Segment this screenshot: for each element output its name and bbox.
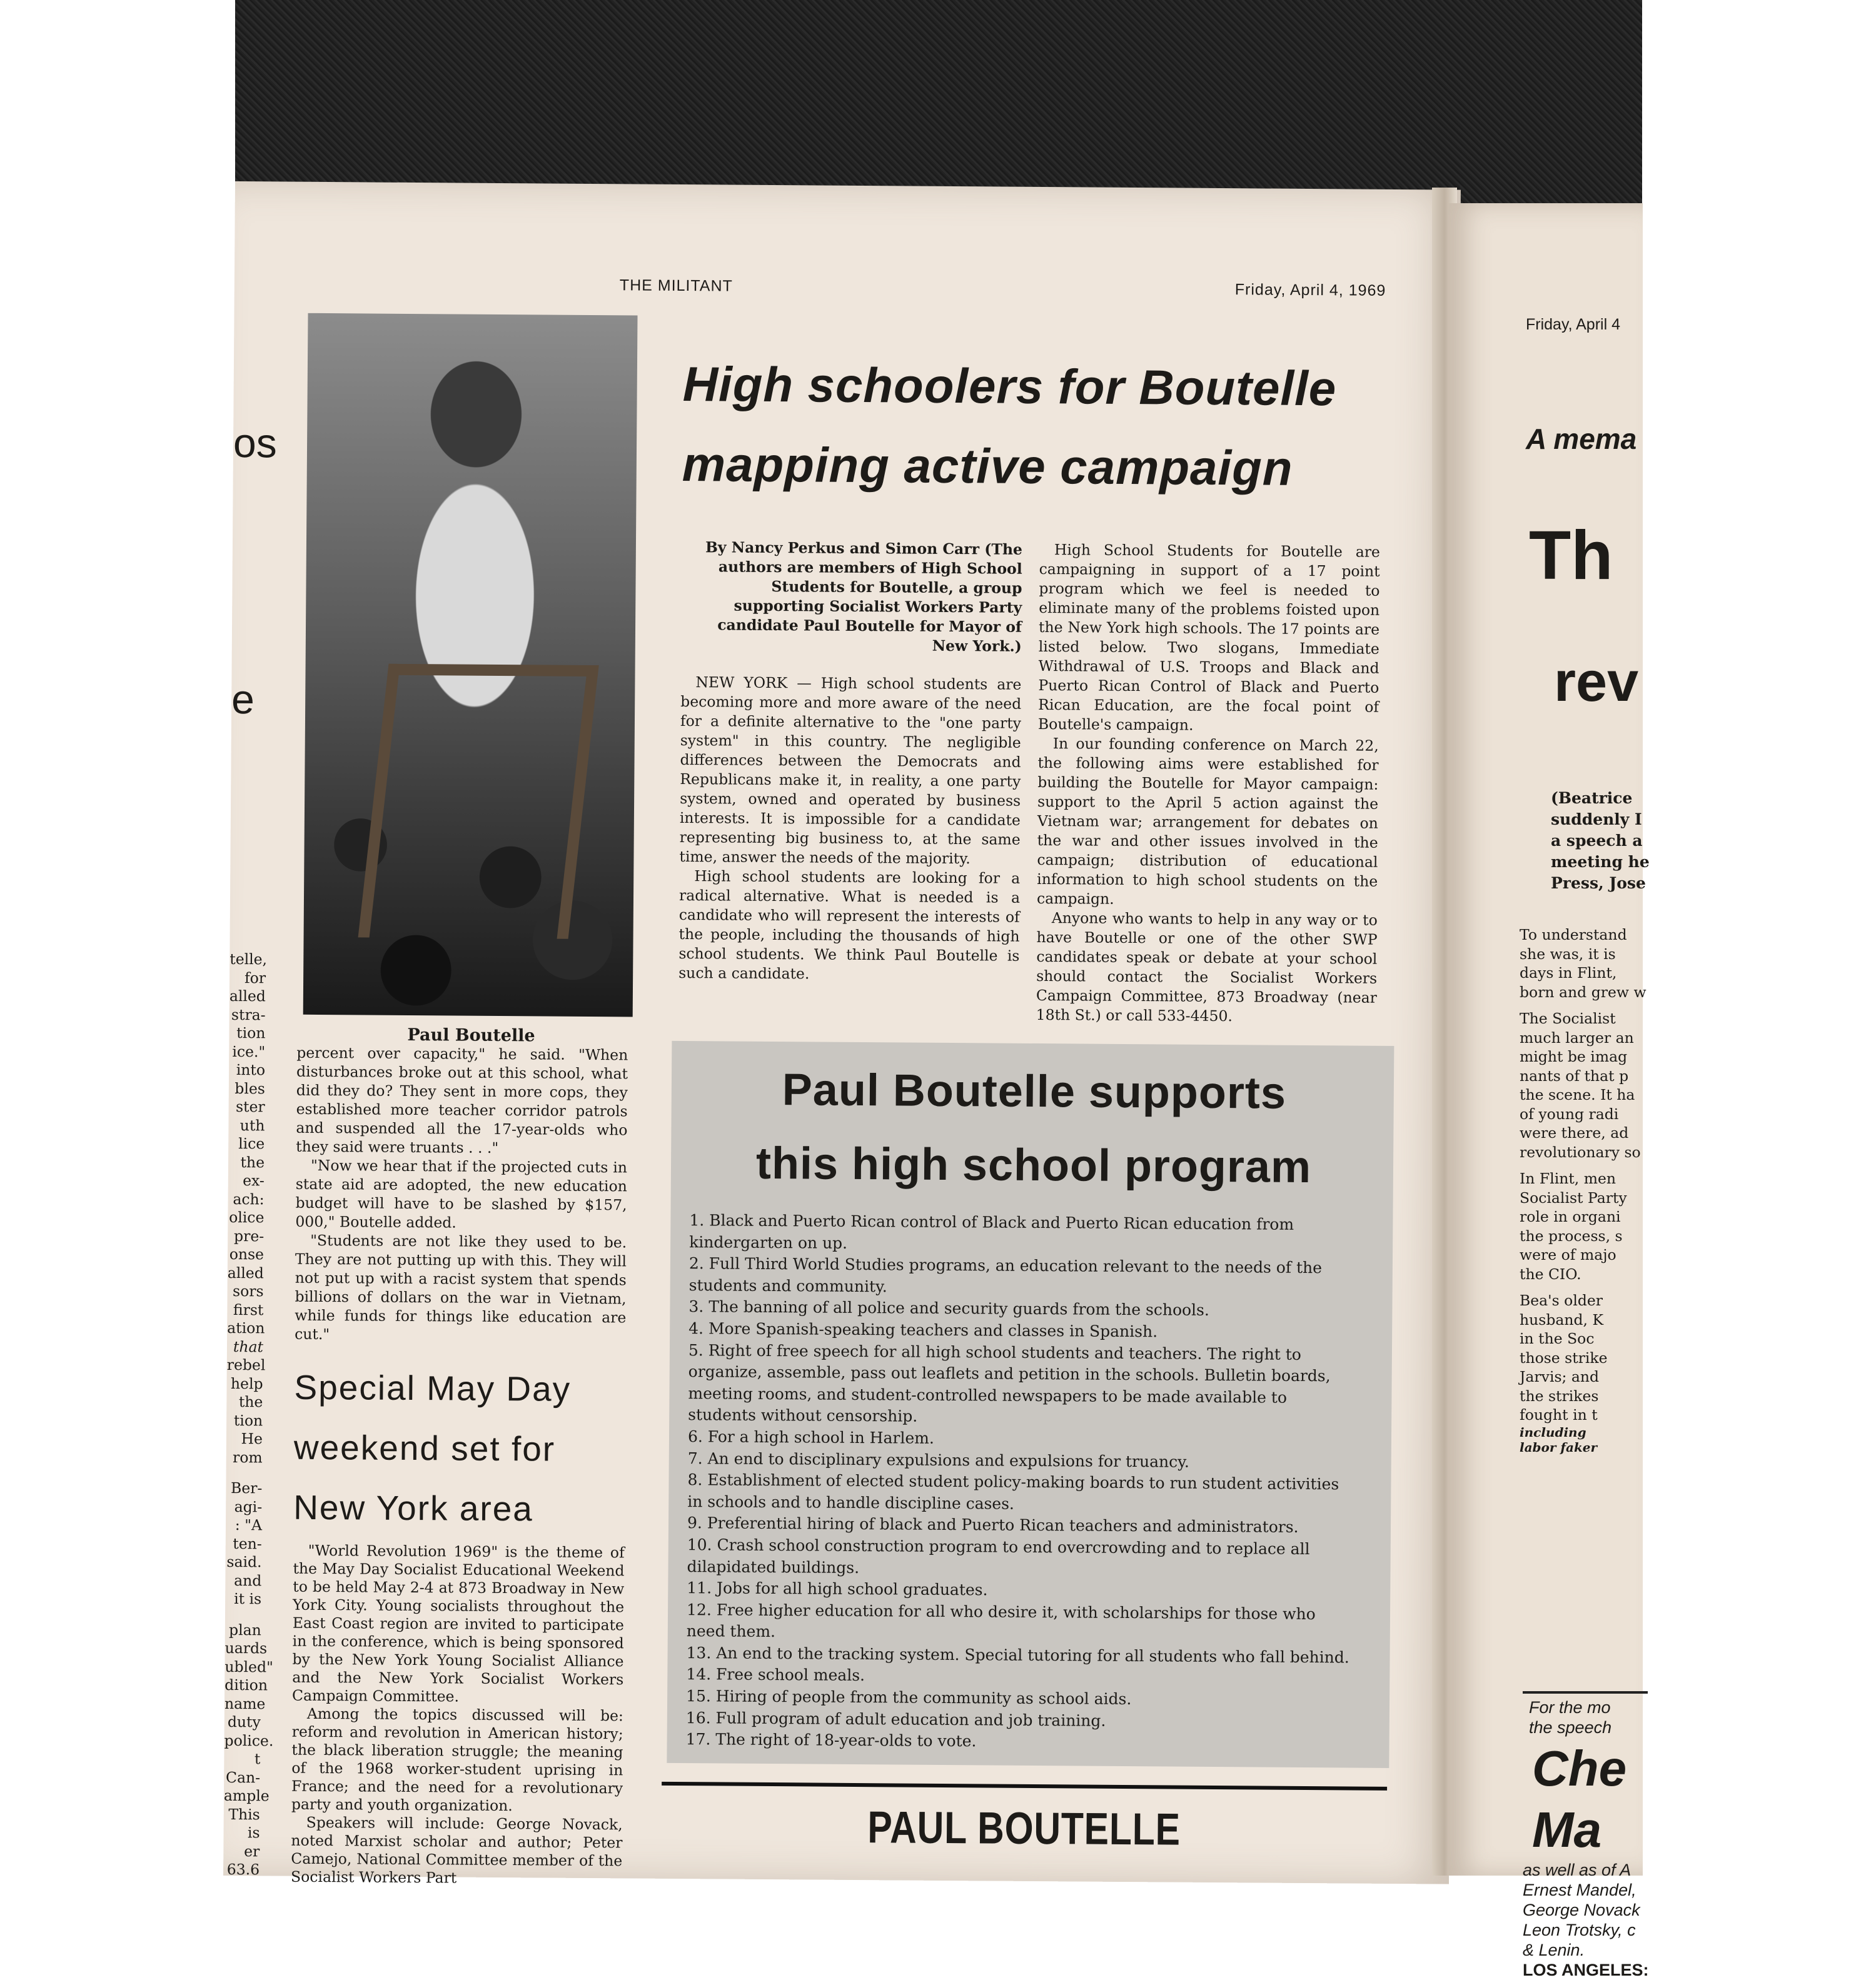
fragment-line: er 63.6 bbox=[226, 1842, 260, 1879]
article-paragraph: In our founding conference on March 22, the following aims were established for building the Boutelle for Mayor campaign: support to the April 5 action against the Vietnam war; arrangement for debates on the war and other issues involved in the campaign; distribution of educational information to high school students on the campaign. bbox=[1036, 735, 1379, 908]
fragment-line: dition bbox=[224, 1676, 268, 1694]
program-item: 6. For a high school in Harlem. bbox=[687, 1427, 934, 1447]
main-article-col-2 bbox=[1036, 540, 1380, 1027]
program-item: 3. The banning of all police and security guards from the schools. bbox=[688, 1297, 1209, 1320]
program-item: 10. Crash school construction program to end overcrowding and to replace all dilapidated buildings. bbox=[687, 1535, 1310, 1577]
facing-line: labor faker bbox=[1520, 1439, 1598, 1455]
left-paragraph: percent over capacity," he said. "When disturbances broke out at this school, what did they do? They sent in more cops, they established more teacher corridor patrols and suspended all the 17-year-olds who they said were truants . . ." bbox=[296, 1043, 628, 1157]
facing-line: the speech bbox=[1529, 1718, 1612, 1737]
fragment-line: He bbox=[241, 1430, 263, 1448]
program-title-line-2: this high school program bbox=[755, 1138, 1312, 1193]
fragment-line: rebel bbox=[226, 1355, 266, 1374]
facing-page bbox=[1448, 203, 1650, 1979]
facing-line: husband, K bbox=[1520, 1310, 1604, 1329]
facing-line: the scene. It ha bbox=[1520, 1086, 1635, 1103]
fragment-line: duty bbox=[227, 1712, 261, 1731]
fragment-line: sors bbox=[232, 1282, 264, 1300]
facing-line: the process, s bbox=[1520, 1227, 1623, 1245]
facing-line: as well as of A bbox=[1523, 1861, 1631, 1879]
facing-line: Leon Trotsky, c bbox=[1523, 1921, 1636, 1939]
facing-line: nants of that p bbox=[1520, 1067, 1629, 1085]
facing-line: might be imag bbox=[1520, 1048, 1628, 1065]
facing-line: born and grew w bbox=[1520, 983, 1647, 1001]
main-headline bbox=[682, 344, 1433, 509]
facing-line: meeting he bbox=[1551, 853, 1650, 871]
facing-line: fought in t bbox=[1520, 1406, 1598, 1424]
program-item: 16. Full program of adult education and job training. bbox=[685, 1708, 1106, 1730]
fragment-line: onse bbox=[229, 1245, 265, 1264]
may-day-headline bbox=[293, 1357, 645, 1540]
boutelle-photo bbox=[303, 313, 638, 1017]
main-headline-line-1: High schoolers for Boutelle bbox=[682, 356, 1337, 416]
facing-rule bbox=[1523, 1691, 1648, 1694]
facing-line: much larger an bbox=[1520, 1028, 1634, 1047]
program-item: 9. Preferential hiring of black and Puerto Rican teachers and administrators. bbox=[687, 1514, 1299, 1537]
facing-line: Press, Jose bbox=[1551, 874, 1646, 892]
facing-line: The Socialist bbox=[1520, 1010, 1616, 1027]
facing-line: days in Flint, bbox=[1520, 964, 1617, 982]
fragment-line: the bbox=[238, 1393, 263, 1411]
fragment-line: for bbox=[244, 968, 266, 987]
fragment-line: alled bbox=[229, 987, 266, 1005]
facing-line: she was, it is bbox=[1520, 945, 1616, 963]
left-article-col bbox=[295, 1043, 628, 1346]
fragment-line: stra- bbox=[231, 1005, 266, 1023]
fragment-line: telle, bbox=[229, 950, 268, 968]
fragment-line: name bbox=[224, 1694, 266, 1712]
facing-line: revolutionary so bbox=[1520, 1143, 1641, 1161]
program-title bbox=[690, 1052, 1379, 1205]
program-item: 11. Jobs for all high school graduates. bbox=[687, 1579, 988, 1599]
facing-body-lines bbox=[1520, 925, 1647, 1455]
background-carpet bbox=[235, 0, 1642, 206]
ladder-shape bbox=[358, 664, 599, 939]
left-paragraph: "Students are not like they used to be. They are not putting up with this. They will not put up with a racist system that spends billions of dollars on the war in Vietnam, while funds for things like education are cut." bbox=[295, 1231, 627, 1344]
fragment-line: ubled" bbox=[224, 1657, 273, 1676]
facing-line: in the Soc bbox=[1520, 1330, 1595, 1347]
left-column-fragments bbox=[223, 950, 274, 1879]
facing-line: Bea's older bbox=[1520, 1292, 1603, 1309]
fragment-line: ation bbox=[227, 1319, 265, 1337]
facing-line: To understand bbox=[1520, 926, 1627, 943]
masthead-paper: THE MILITANT bbox=[619, 276, 733, 295]
main-headline-line-2: mapping active campaign bbox=[682, 436, 1293, 496]
fragment-line: ach: bbox=[233, 1190, 265, 1208]
may-day-article-col bbox=[291, 1542, 625, 1889]
fragment-line: ten- bbox=[233, 1534, 262, 1552]
program-item: 12. Free higher education for all who desire it, with scholarships for those who need them. bbox=[686, 1600, 1316, 1641]
fragment-line: ample bbox=[223, 1786, 270, 1805]
fragment-line: ice." bbox=[232, 1042, 266, 1060]
fragment-line: said. bbox=[226, 1552, 262, 1571]
facing-line: were there, ad bbox=[1520, 1124, 1629, 1142]
program-item: 2. Full Third World Studies programs, an education relevant to the needs of the students and community. bbox=[688, 1254, 1323, 1296]
article-paragraph: High school students are looking for a radical alternative. What is needed is a candidate who will represent the interests of the people, including the thousands of high school students. We think Paul Boutelle is such a candidate. bbox=[678, 867, 1021, 983]
facing-line: Socialist Party bbox=[1520, 1189, 1627, 1207]
facing-line: of young radi bbox=[1520, 1105, 1619, 1123]
fragment-line: tion bbox=[236, 1024, 266, 1042]
facing-line: Ernest Mandel, bbox=[1523, 1881, 1636, 1899]
facing-intro-lines bbox=[1551, 788, 1650, 894]
program-list bbox=[685, 1210, 1358, 1755]
footer-rule bbox=[662, 1782, 1387, 1791]
facing-line: LOS ANGELES: bbox=[1523, 1961, 1649, 1979]
program-item: 7. An end to disciplinary expulsions and expulsions for truancy. bbox=[687, 1449, 1189, 1471]
facing-line: the CIO. bbox=[1520, 1265, 1581, 1283]
may-day-paragraph: Among the topics discussed will be: reform and revolution in American history; the black liberation struggle; the meaning of the 1968 worker-student uprising in France; and the need for a revolutionary party and youth organization. bbox=[291, 1704, 623, 1815]
program-item: 14. Free school meals. bbox=[686, 1665, 865, 1685]
facing-line: role in organi bbox=[1520, 1208, 1621, 1225]
fragment-line: pre- bbox=[234, 1227, 265, 1245]
program-item: 5. Right of free speech for all high school students and teachers. The right to organize, assemble, pass out leaflets and petition in the schools. Bulletin boards, meeting rooms, and student-controlled newspapers to be made available to students without censorship. bbox=[688, 1340, 1331, 1426]
fragment-line: it is bbox=[234, 1590, 262, 1608]
may-day-paragraph: "World Revolution 1969" is the theme of the May Day Socialist Educational Weekend to be held May 2-4 at 873 Broadway in New York City. Young socialists throughout the East Coast region are invited to participate in the conference, which is being sponsored by the New York Young Socialist Alliance and the New York Socialist Workers Campaign Committee. bbox=[291, 1541, 625, 1706]
left-headline-fragment: e bbox=[231, 675, 255, 723]
program-item: 17. The right of 18-year-olds to vote. bbox=[685, 1730, 977, 1751]
facing-line: (Beatrice bbox=[1551, 789, 1633, 807]
facing-line: Ma bbox=[1532, 1802, 1602, 1857]
may-day-headline-line-1: Special May Day bbox=[294, 1367, 572, 1409]
facing-line: suddenly I bbox=[1551, 810, 1642, 828]
facing-line: those strike bbox=[1520, 1349, 1608, 1367]
facing-headline-fragment: rev bbox=[1554, 651, 1639, 713]
facing-promo-headline bbox=[1532, 1738, 1626, 1861]
facing-line: George Novack bbox=[1523, 1901, 1640, 1919]
left-headline-fragment: os bbox=[233, 419, 278, 466]
facing-line: including bbox=[1520, 1424, 1586, 1440]
left-paragraph: "Now we hear that if the projected cuts in state aid are adopted, the new education budget will have to be slashed by $157, 000," Boutelle added. bbox=[295, 1156, 628, 1232]
fragment-line: and bbox=[234, 1571, 262, 1589]
facing-line: & Lenin. bbox=[1523, 1941, 1585, 1959]
fragment-line: into bbox=[236, 1061, 266, 1079]
fragment-line: olice bbox=[229, 1208, 265, 1227]
fragment-line: lice bbox=[238, 1135, 265, 1153]
program-item: 4. More Spanish-speaking teachers and classes in Spanish. bbox=[688, 1319, 1158, 1341]
fragment-line: help bbox=[230, 1374, 263, 1392]
photo-caption: Paul Boutelle bbox=[407, 1025, 535, 1046]
fragment-line: bles bbox=[234, 1079, 265, 1097]
facing-headline-fragment: Th bbox=[1529, 517, 1613, 594]
program-title-line-1: Paul Boutelle supports bbox=[782, 1065, 1287, 1118]
facing-line: For the mo bbox=[1529, 1698, 1611, 1717]
may-day-headline-line-2: weekend set for bbox=[293, 1427, 556, 1469]
facing-line: In Flint, men bbox=[1520, 1170, 1616, 1187]
facing-line: the strikes bbox=[1520, 1387, 1599, 1405]
fragment-line: : "A bbox=[234, 1516, 263, 1534]
fragment-line: uth bbox=[240, 1116, 265, 1134]
article-paragraph: NEW YORK — High school students are becoming more and more aware of the need for a definite alternative to the "one party system" in this country. The negligible differences between the Democrats and Republicans make it, in reality, a one party system, owned and operated by business interests. It is impossible for a candidate representing big business to, at the same time, answer the needs of the majority. bbox=[679, 673, 1022, 868]
fragment-line: alled bbox=[227, 1264, 264, 1282]
fragment-line: police. bbox=[224, 1731, 274, 1749]
facing-line: Jarvis; and bbox=[1520, 1368, 1600, 1385]
fragment-line: first bbox=[233, 1300, 264, 1319]
facing-headline-fragment: A mema bbox=[1526, 423, 1637, 455]
facing-promo-lines bbox=[1529, 1697, 1611, 1737]
fragment-line: plan bbox=[229, 1621, 261, 1639]
main-article-col-1 bbox=[678, 538, 1022, 985]
program-item: 8. Establishment of elected student policy-making boards to run student activities in schools and to handle discipline cases. bbox=[687, 1470, 1339, 1513]
may-day-headline-line-3: New York area bbox=[293, 1487, 534, 1529]
facing-page-date: Friday, April 4 bbox=[1526, 316, 1620, 333]
program-item: 1. Black and Puerto Rican control of Black and Puerto Rican education from kindergarten on up. bbox=[689, 1211, 1294, 1252]
fragment-line: ex- bbox=[243, 1172, 265, 1190]
fragment-line: agi- bbox=[234, 1497, 263, 1515]
fragment-line: t Can- bbox=[226, 1750, 261, 1786]
program-item: 15. Hiring of people from the community as school aids. bbox=[686, 1687, 1132, 1709]
newspaper-page bbox=[223, 181, 1461, 1887]
fragment-line: rom bbox=[232, 1448, 263, 1466]
may-day-paragraph: Speakers will include: George Novack, noted Marxist scholar and author; Peter Camejo, National Committee member of the Socialist Workers Part bbox=[290, 1813, 623, 1887]
fragment-line: uards bbox=[224, 1639, 268, 1657]
facing-line: were of majo bbox=[1520, 1246, 1616, 1264]
footer-banner: PAUL BOUTELLE bbox=[867, 1802, 1181, 1855]
program-box bbox=[667, 1041, 1394, 1768]
fragment-line: This is bbox=[228, 1805, 260, 1842]
fragment-line: the bbox=[240, 1153, 265, 1171]
facing-line: Che bbox=[1532, 1741, 1627, 1796]
article-paragraph: Anyone who wants to help in any way or to have Boutelle or one of the other SWP candidates speak or debate at your school should contact the Socialist Workers Campaign Committee, 873 Broadway (near 18th St.) or call 533-4450. bbox=[1036, 909, 1378, 1025]
program-item: 13. An end to the tracking system. Special tutoring for all students who fall behind. bbox=[686, 1643, 1349, 1667]
fragment-line: Ber- bbox=[230, 1479, 263, 1497]
fragment-line: that bbox=[233, 1337, 264, 1355]
facing-footer-lines bbox=[1523, 1860, 1649, 1980]
article-byline: By Nancy Perkus and Simon Carr (The authors are members of High School Students for Boutelle, a group supporting Socialist Workers Party candidate Paul Boutelle for Mayor of New York.) bbox=[705, 538, 1023, 655]
article-paragraph: High School Students for Boutelle are campaigning in support of a 17 point program which we feel is needed to eliminate many of the problems foisted upon the New York high schools. The 17 points are listed below. Two slogans, Immediate Withdrawal of U.S. Troops and Black and Puerto Rican Control of Black and Puerto Rican Education, are the focal point of Boutelle's campaign. bbox=[1037, 541, 1381, 734]
fragment-line: ster bbox=[235, 1098, 265, 1116]
facing-line: a speech a bbox=[1551, 832, 1643, 850]
masthead-date: Friday, April 4, 1969 bbox=[1234, 281, 1386, 299]
fragment-line: tion bbox=[233, 1411, 263, 1429]
